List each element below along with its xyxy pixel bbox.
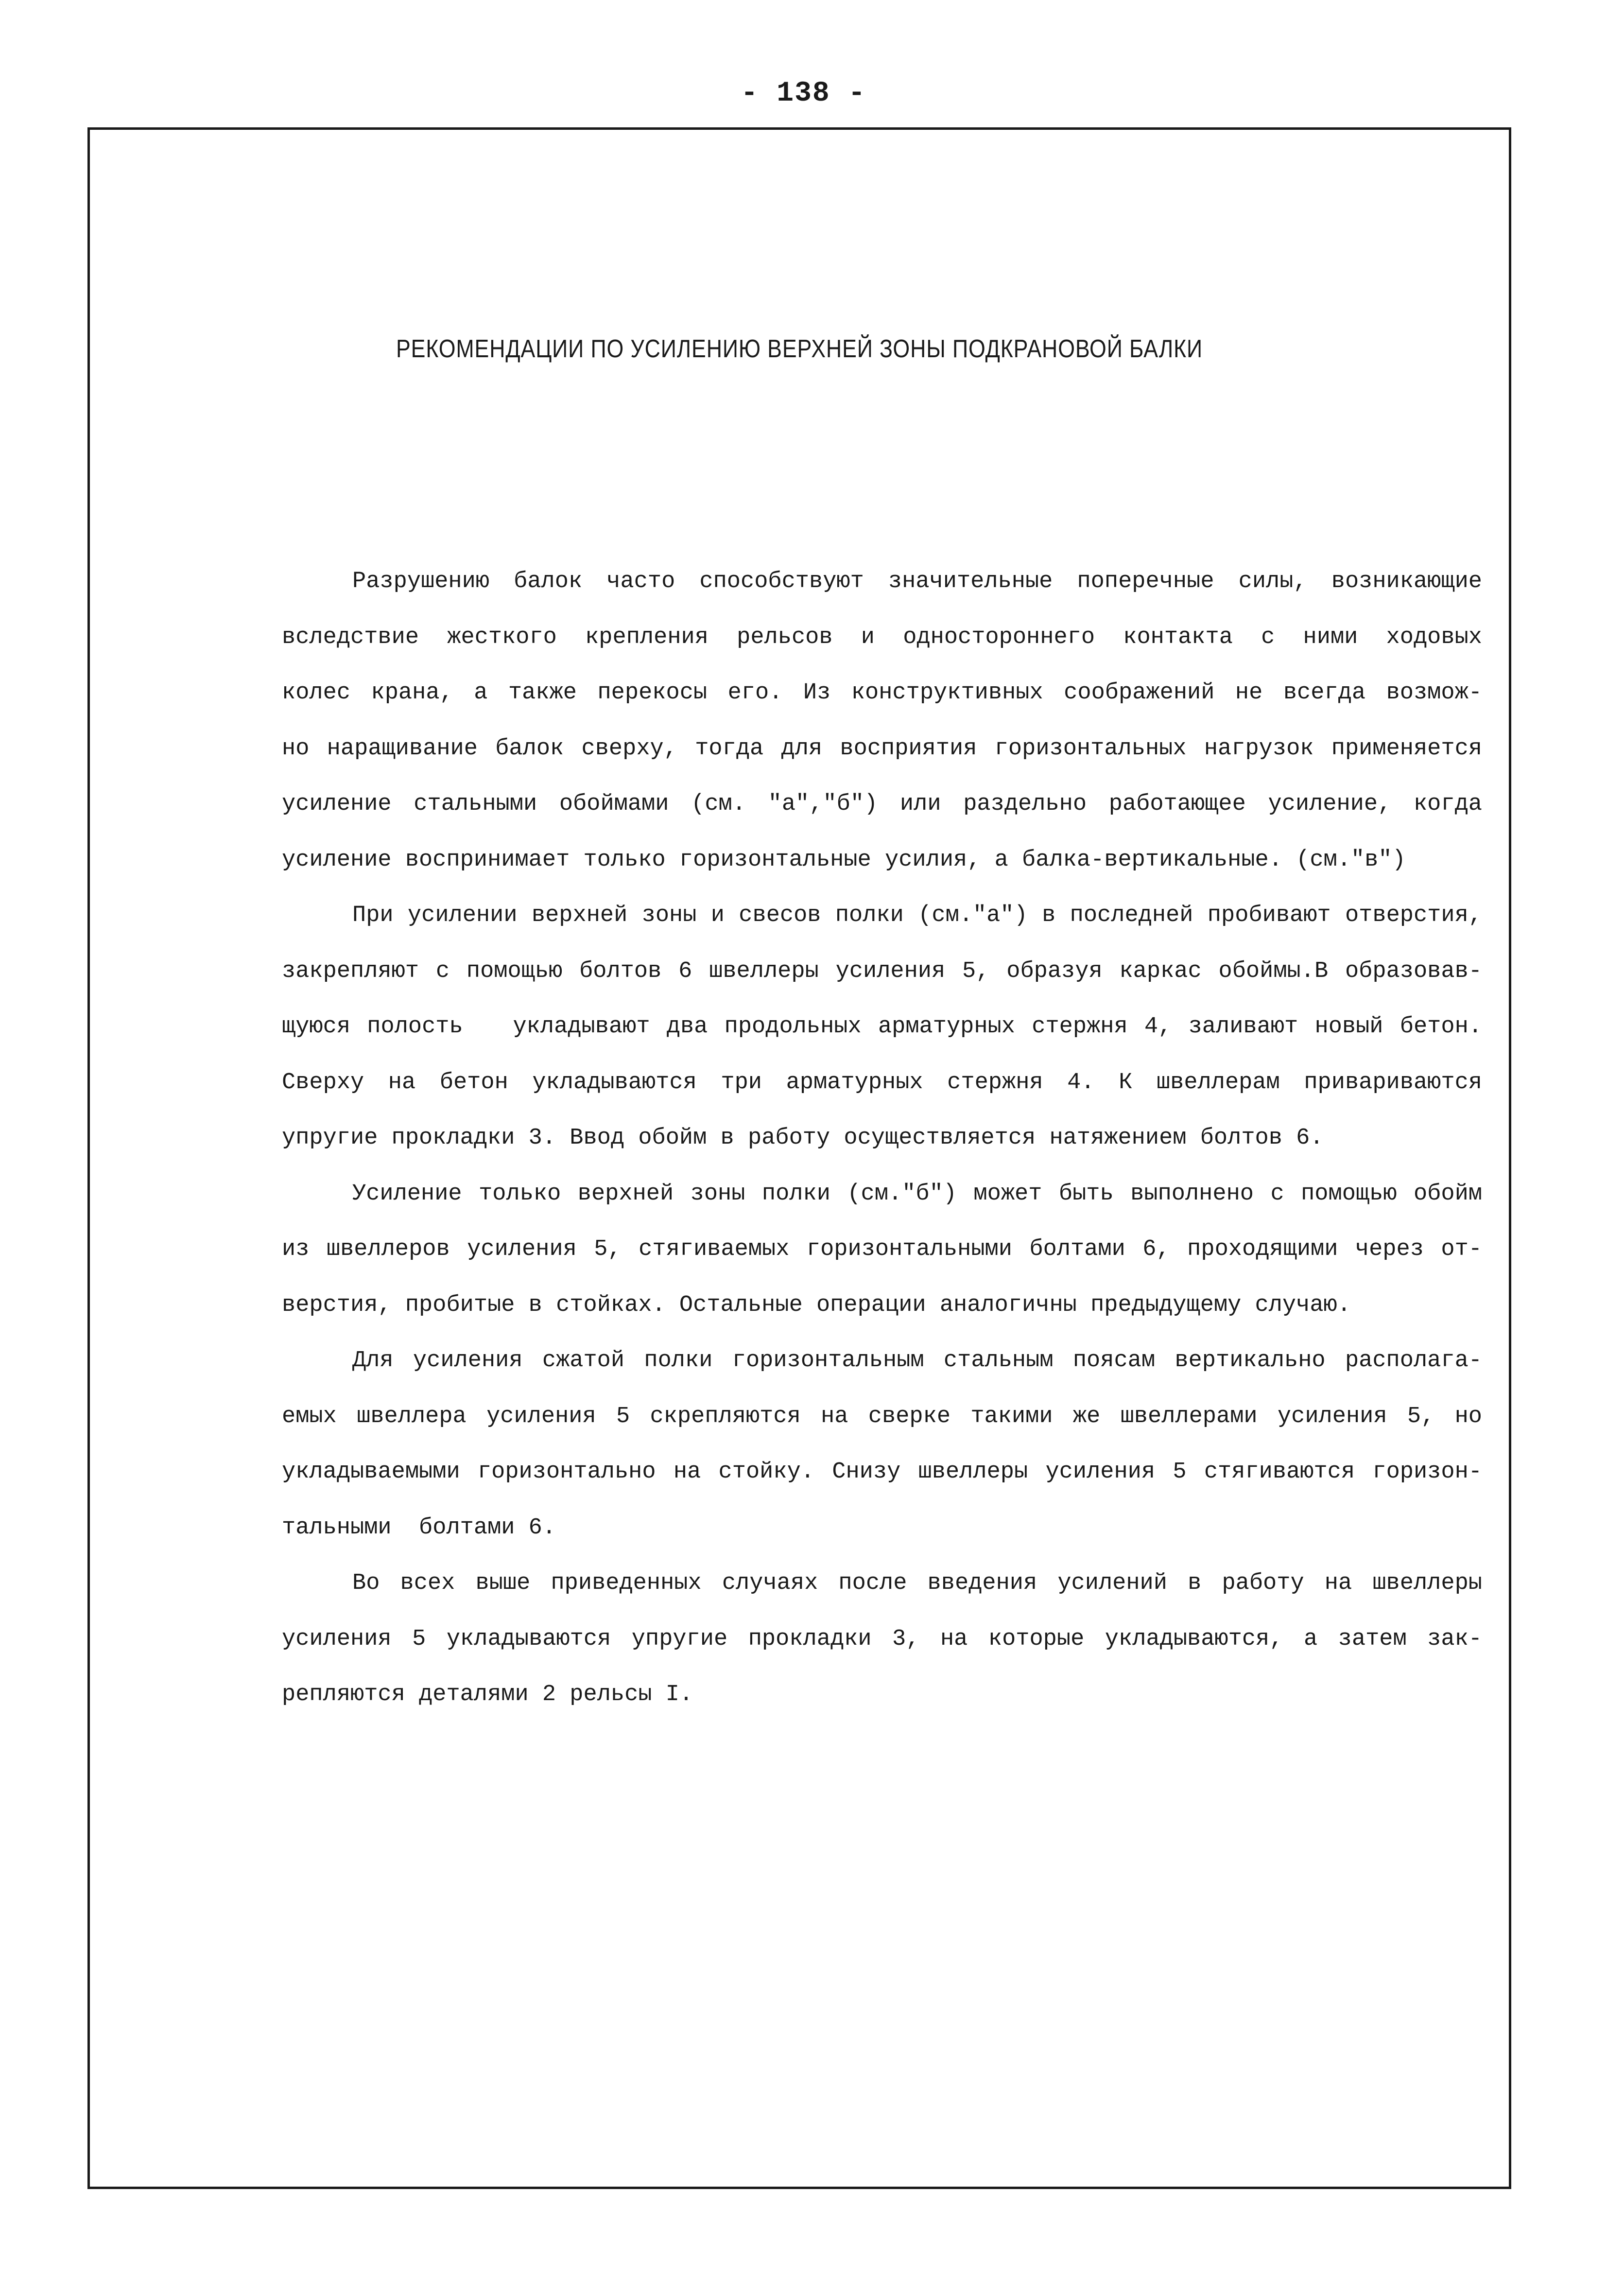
paragraph	[282, 1166, 1482, 1334]
text-line: Для усиления сжатой полки горизонтальным стальным поясам вертикально располага-	[352, 1348, 1482, 1374]
text-line: но наращивание балок сверху, тогда для восприятия горизонтальных нагрузок применяется	[282, 735, 1482, 762]
text-line: щуюся полость укладывают два продольных арматурных стержня 4, заливают новый бетон.	[282, 1014, 1482, 1040]
document-title: РЕКОМЕНДАЦИИ ПО УСИЛЕНИЮ ВЕРХНЕЙ ЗОНЫ ПОДКРАНОВОЙ БАЛКИ	[396, 335, 1203, 363]
text-line: репляются деталями 2 рельсы I.	[282, 1682, 693, 1707]
page-number: - 138 -	[741, 78, 866, 109]
paragraph	[282, 1333, 1482, 1556]
paragraph	[282, 1556, 1482, 1723]
text-line: Разрушению балок часто способствуют значительные поперечные силы, возникающие	[352, 569, 1482, 594]
text-line: вследствие жесткого крепления рельсов и одностороннего контакта с ними ходовых	[282, 624, 1482, 650]
text-line: упругие прокладки 3. Ввод обойм в работу осуществляется натяжением болтов 6.	[282, 1125, 1324, 1151]
body-text	[282, 554, 1482, 1723]
text-line: из швеллеров усиления 5, стягиваемых горизонтальными болтами 6, проходящими через от-	[282, 1236, 1482, 1262]
paragraph	[282, 888, 1482, 1166]
text-line: закрепляют с помощью болтов 6 швеллеры усиления 5, образуя каркас обоймы.В образовав-	[282, 958, 1482, 984]
text-line: Во всех выше приведенных случаях после введения усилений в работу на швеллеры	[352, 1570, 1482, 1596]
text-line: усиление воспринимает только горизонтальные усилия, а балка-вертикальные. (см."в")	[282, 847, 1406, 873]
text-line: При усилении верхней зоны и свесов полки (см."а") в последней пробивают отверстия,	[352, 903, 1482, 928]
text-line: Усиление только верхней зоны полки (см."б") может быть выполнено с помощью обойм	[352, 1181, 1482, 1207]
text-line: емых швеллера усиления 5 скрепляются на сверке такими же швеллерами усиления 5, но	[282, 1403, 1482, 1429]
text-line: верстия, пробитые в стойках. Остальные операции аналогичны предыдущему случаю.	[282, 1292, 1351, 1318]
text-line: укладываемыми горизонтально на стойку. Снизу швеллеры усиления 5 стягиваются горизон-	[282, 1459, 1482, 1485]
text-line: тальными болтами 6.	[282, 1514, 556, 1541]
text-line: усиления 5 укладываются упругие прокладки 3, на которые укладываются, а затем зак-	[282, 1626, 1482, 1652]
text-line: колес крана, а также перекосы его. Из конструктивных соображений не всегда возмож-	[282, 680, 1482, 706]
text-line: усиление стальными обоймами (см. "а","б") или раздельно работающее усиление, когда	[282, 791, 1482, 817]
text-line: Сверху на бетон укладываются три арматурных стержня 4. К швеллерам привариваются	[282, 1069, 1482, 1096]
paragraph	[282, 554, 1482, 888]
